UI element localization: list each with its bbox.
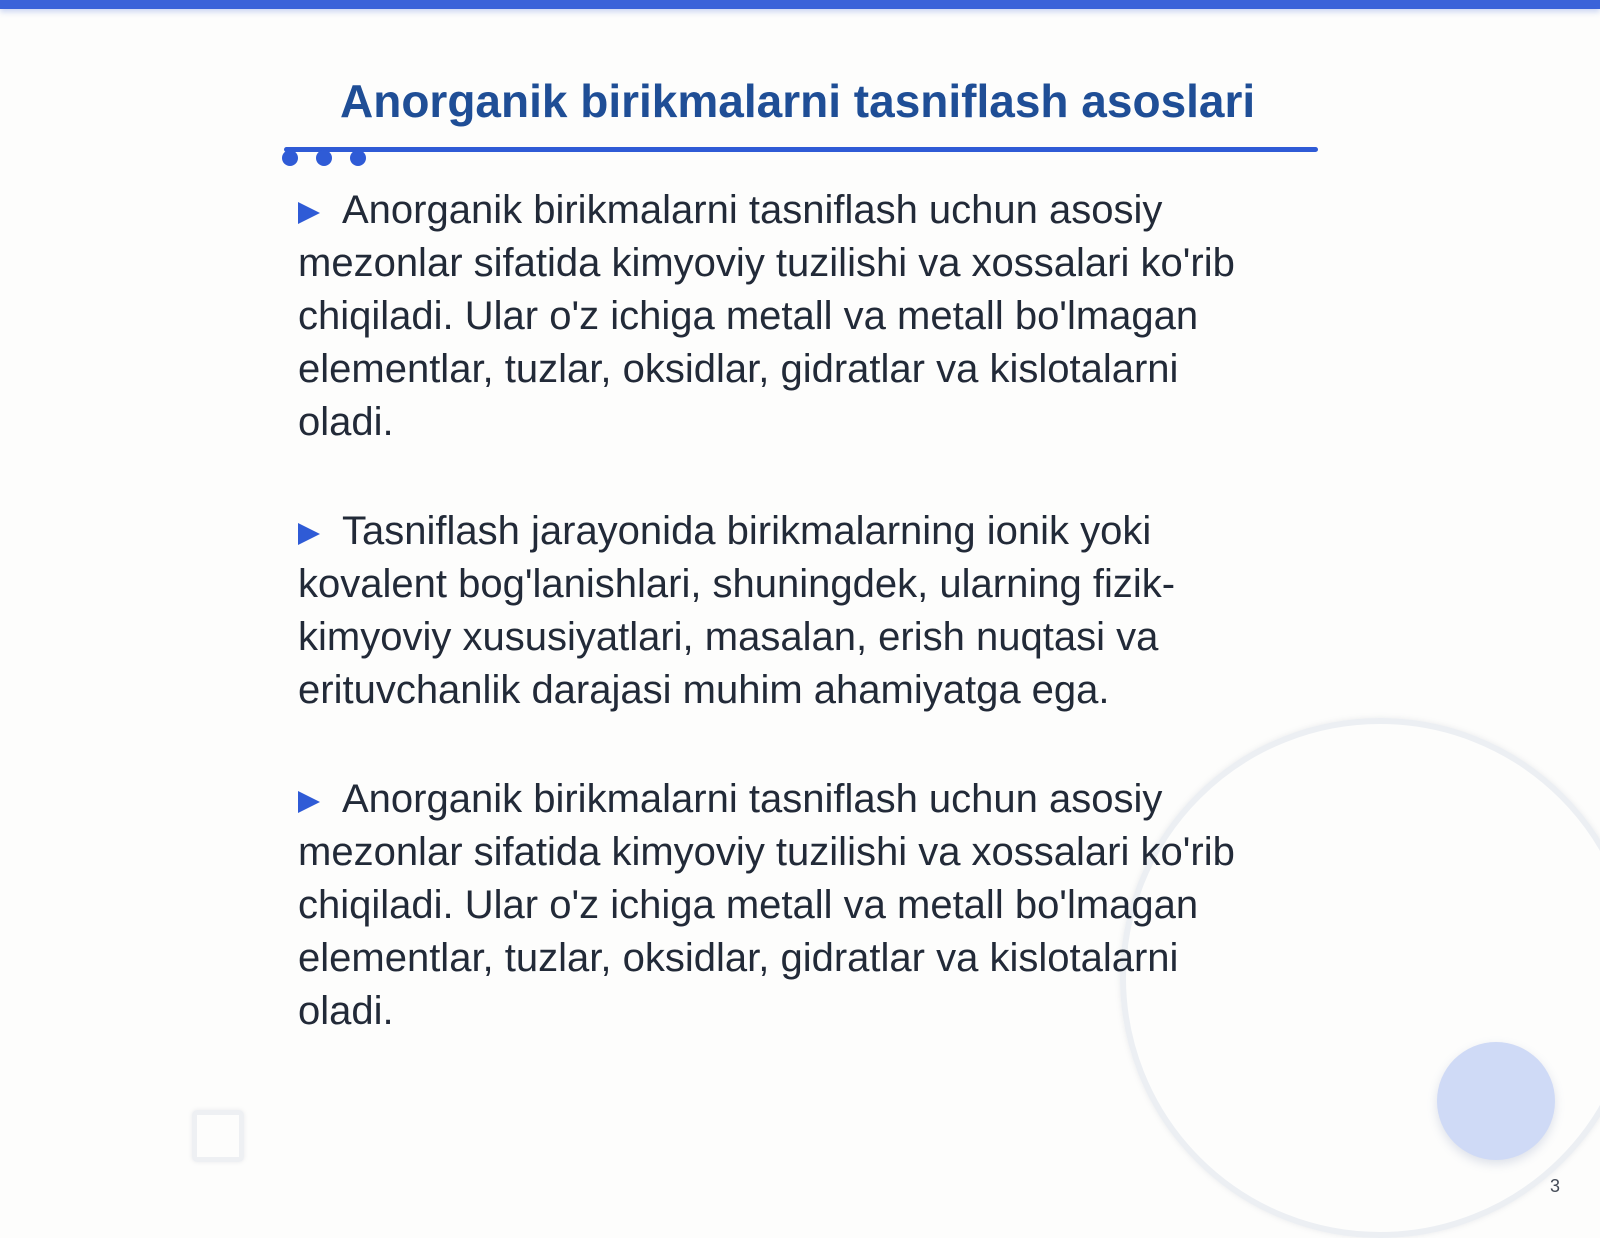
decorative-square — [192, 1110, 244, 1162]
bullet-text: Anorganik birikmalarni tasniflash uchun asosiy mezonlar sifatida kimyoviy tuzilishi va xossalari ko'rib chiqiladi. Ular o'z ichiga metall va metall bo'lmagan elementlar, tuzlar, oksidlar, gidratlar va kislotalarni oladi. — [298, 188, 1235, 444]
bullet-item — [298, 184, 1278, 449]
bullet-list — [298, 184, 1278, 1094]
bullet-text: Tasniflash jarayonida birikmalarning ionik yoki kovalent bog'lanishlari, shuningdek, ularning fizik-kimyoviy xususiyatlari, masalan, erish nuqtasi va erituvchanlik darajasi muhim ahamiyatga ega. — [298, 509, 1176, 712]
title-underline-dot — [350, 150, 366, 166]
triangle-right-icon — [298, 523, 320, 545]
top-accent-bar — [0, 0, 1600, 9]
bullet-item — [298, 505, 1278, 717]
triangle-right-icon — [298, 791, 320, 813]
title-underline-dot — [316, 150, 332, 166]
title-underline — [284, 147, 1318, 152]
bullet-text: Anorganik birikmalarni tasniflash uchun asosiy mezonlar sifatida kimyoviy tuzilishi va xossalari ko'rib chiqiladi. Ular o'z ichiga metall va metall bo'lmagan elementlar, tuzlar, oksidlar, gidratlar va kislotalarni oladi. — [298, 777, 1235, 1033]
triangle-right-icon — [298, 202, 320, 224]
slide-title: Anorganik birikmalarni tasniflash asoslari — [340, 75, 1256, 127]
decorative-circle — [1437, 1042, 1555, 1160]
slide-number: 3 — [1550, 1176, 1561, 1196]
title-underline-dot — [282, 150, 298, 166]
bullet-item — [298, 773, 1278, 1038]
